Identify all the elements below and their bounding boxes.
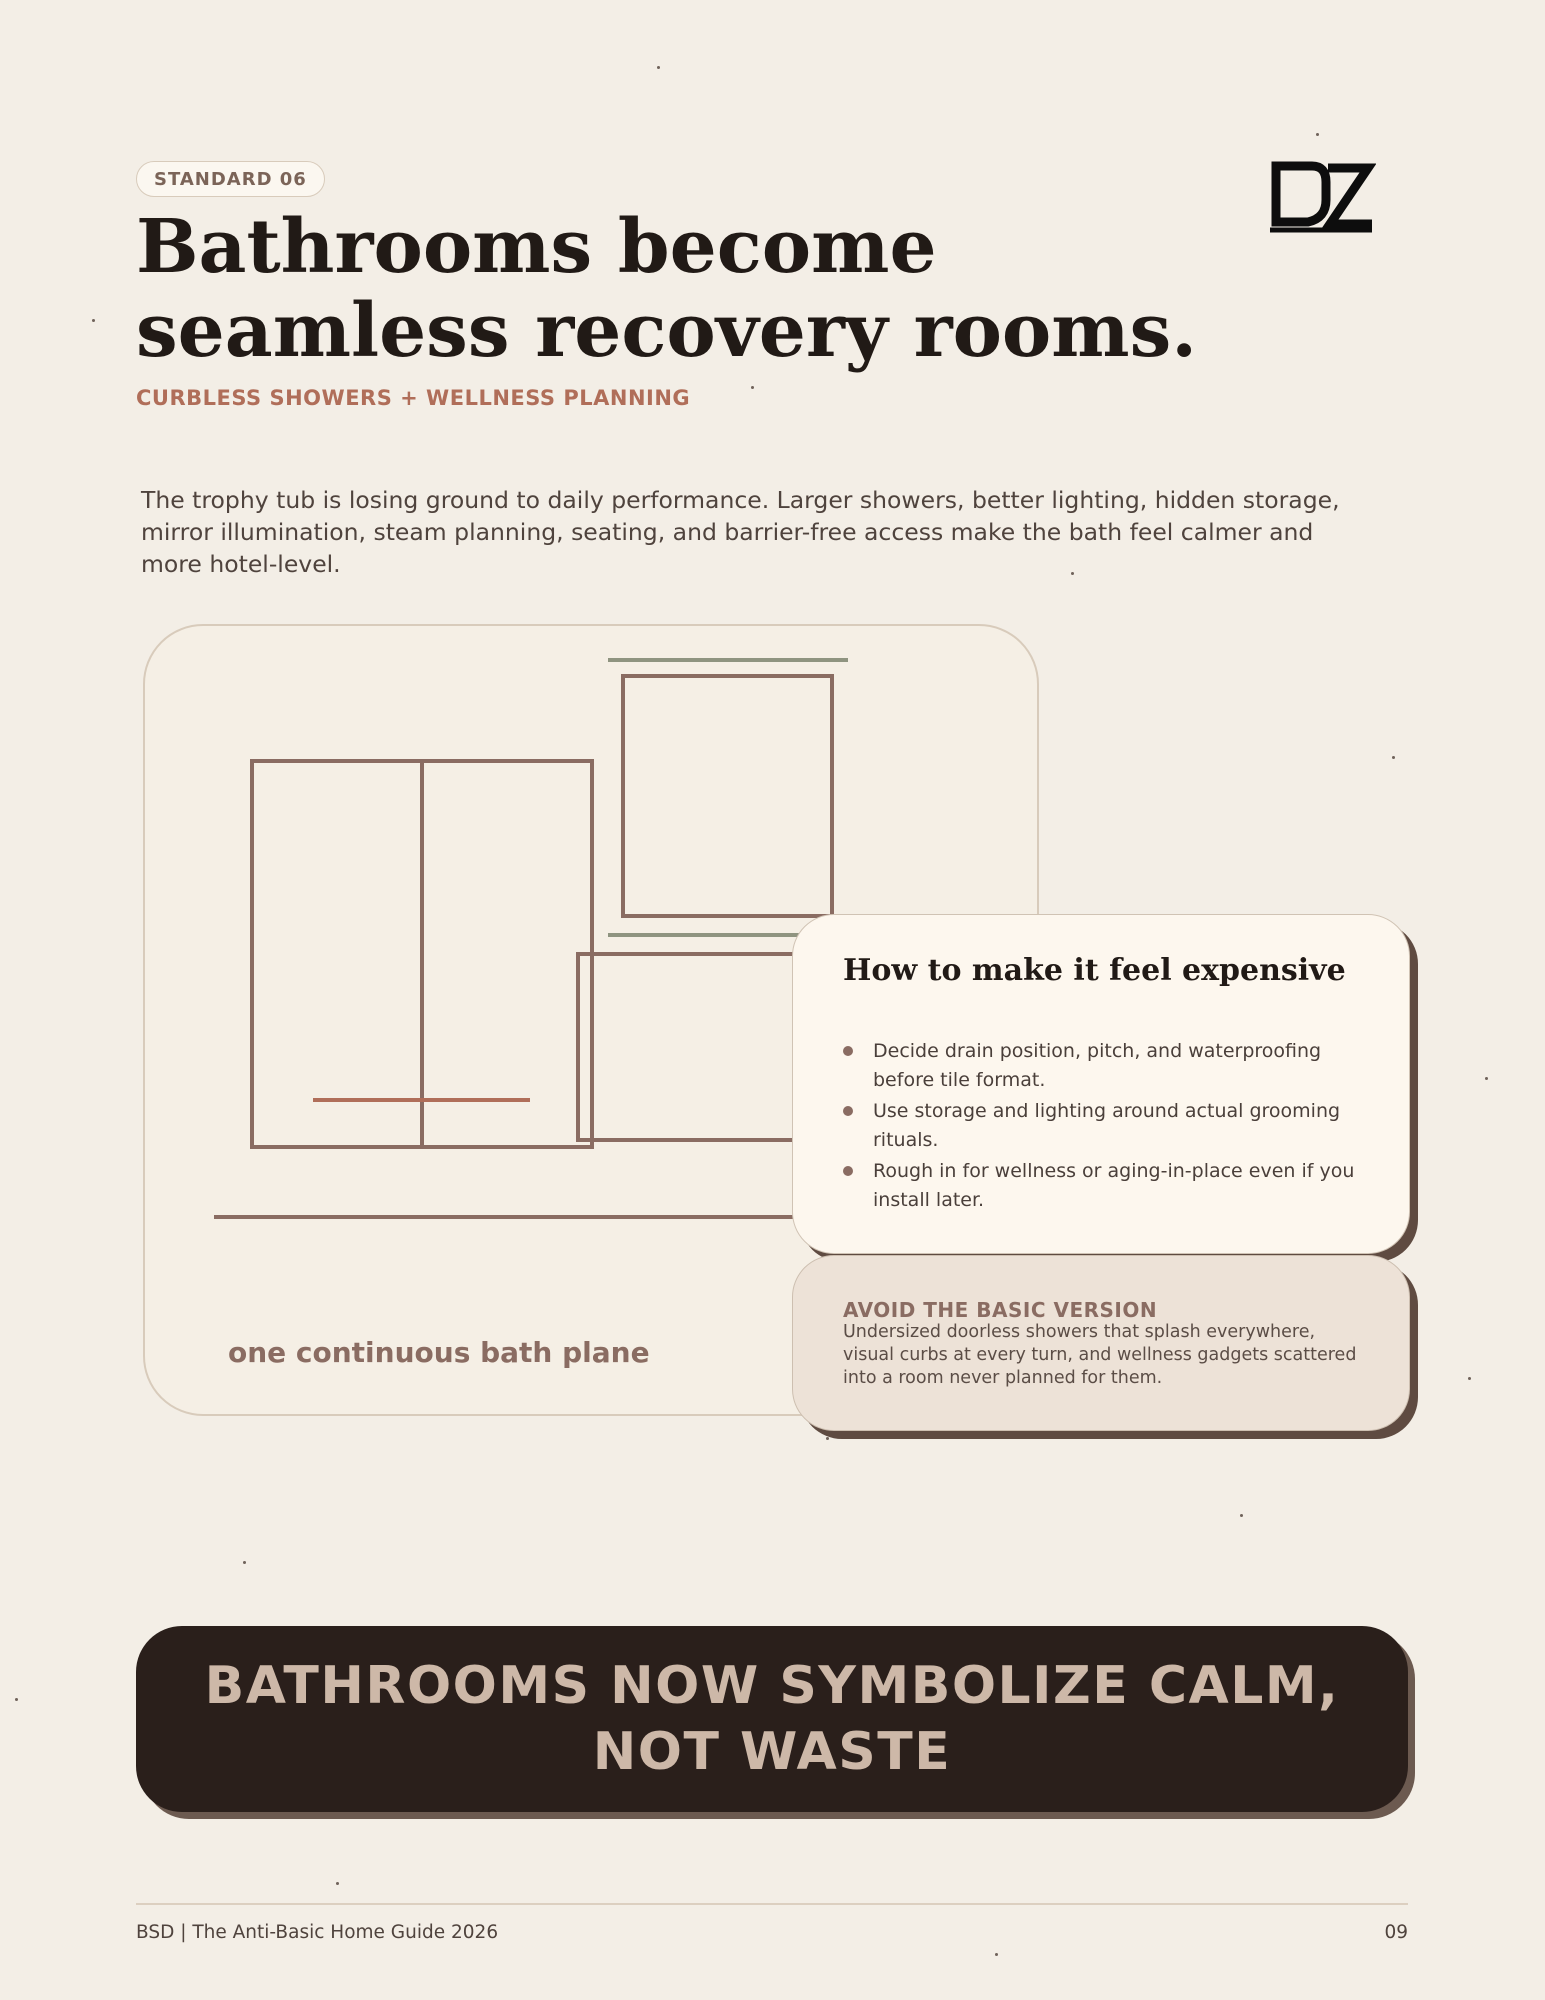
- footer-divider: [136, 1903, 1408, 1905]
- avoid-card: [792, 1255, 1410, 1431]
- tips-card: [792, 914, 1410, 1254]
- decor-dot: [657, 66, 660, 69]
- decor-dot: [92, 319, 95, 322]
- footer-publication: BSD | The Anti-Basic Home Guide 2026: [136, 1922, 499, 1943]
- decor-dot: [1392, 756, 1395, 759]
- tips-item-text: Rough in for wellness or aging-in-place even if you install later.: [873, 1160, 1355, 1211]
- decor-dot: [1485, 1077, 1488, 1080]
- tips-list-item: [843, 1157, 1363, 1215]
- tips-card-title: How to make it feel expensive: [843, 953, 1346, 988]
- decor-dot: [243, 1561, 246, 1564]
- tips-list-item: [843, 1097, 1363, 1155]
- page-subtitle: CURBLESS SHOWERS + WELLNESS PLANNING: [136, 386, 691, 410]
- page-number: 09: [1384, 1922, 1408, 1943]
- bullet-icon: [843, 1166, 853, 1176]
- bullet-icon: [843, 1046, 853, 1056]
- decor-dot: [336, 1882, 339, 1885]
- tips-item-text: Decide drain position, pitch, and waterproofing before tile format.: [873, 1040, 1322, 1091]
- statement-banner-text: BATHROOMS NOW SYMBOLIZE CALM, NOT WASTE: [204, 1656, 1340, 1782]
- decor-dot: [751, 386, 754, 389]
- avoid-card-text: Undersized doorless showers that splash everywhere, visual curbs at every turn, and wellness gadgets scattered into a room never planned for them.: [843, 1322, 1357, 1388]
- tips-list: [843, 1037, 1363, 1217]
- bullet-icon: [843, 1106, 853, 1116]
- decor-dot: [15, 1698, 18, 1701]
- decor-dot: [826, 1437, 829, 1440]
- decor-dot: [1468, 1377, 1471, 1380]
- intro-paragraph: The trophy tub is losing ground to daily performance. Larger showers, better lighting, hidden storage, mirror illumination, steam planning, seating, and barrier-free access make the bath feel calmer and more hotel-level.: [141, 486, 1340, 578]
- statement-banner: [136, 1626, 1408, 1812]
- illustration-caption: one continuous bath plane: [228, 1336, 650, 1369]
- decor-dot: [1316, 133, 1319, 136]
- avoid-card-title: AVOID THE BASIC VERSION: [843, 1298, 1158, 1322]
- mirror-frame: [623, 676, 832, 916]
- page-title: Bathrooms become seamless recovery rooms.: [136, 204, 1198, 374]
- decor-dot: [995, 1953, 998, 1956]
- decor-dot: [1240, 1514, 1243, 1517]
- standard-badge: STANDARD 06: [136, 161, 325, 197]
- tips-item-text: Use storage and lighting around actual grooming rituals.: [873, 1100, 1341, 1151]
- tips-list-item: [843, 1037, 1363, 1095]
